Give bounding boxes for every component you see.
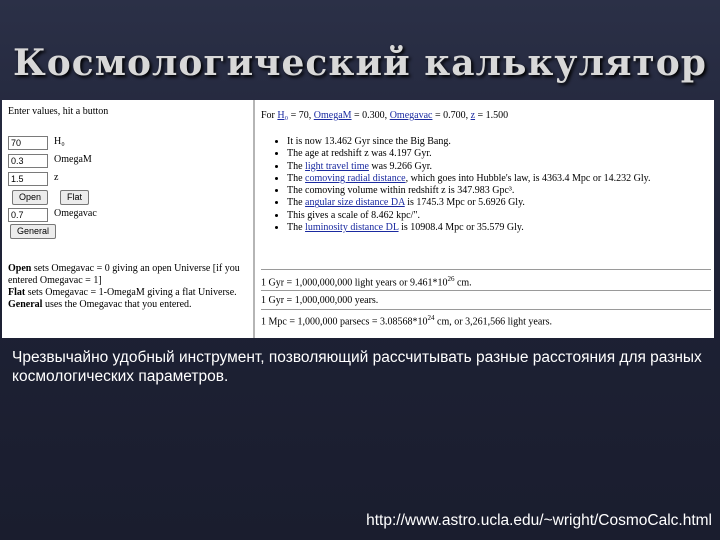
h0-input[interactable] (8, 136, 48, 150)
z-link[interactable]: z (470, 110, 476, 121)
omegavac-label: Omegavac (54, 208, 97, 219)
result-item: • The angular size distance DA is 1745.3 Mpc or 5.6926 Gly. (287, 197, 714, 209)
help-open-term: Open (8, 263, 32, 274)
result-item: • This gives a scale of 8.462 kpc/". (287, 210, 714, 222)
flat-button[interactable]: Flat (60, 190, 89, 205)
slide-title: Космологический калькулятор (13, 42, 707, 84)
omegavac-value: = 0.700, (432, 110, 471, 121)
result-item: • The comoving radial distance, which goes into Hubble's law, is 4363.4 Mpc or 14.232 Gly. (287, 173, 714, 185)
source-url[interactable]: http://www.astro.ucla.edu/~wright/CosmoCalc.html (366, 512, 712, 529)
input-panel (2, 100, 255, 338)
omegavac-link[interactable]: Omegavac (389, 110, 433, 121)
help-flat-term: Flat (8, 287, 26, 298)
divider (261, 290, 711, 291)
result-item: • The comoving volume within redshift z is 347.983 Gpc³. (287, 185, 714, 197)
help-general-text: uses the Omegavac that you entered. (42, 299, 192, 310)
comoving-radial-distance-link[interactable]: comoving radial distance (305, 172, 406, 184)
omegam-label: OmegaM (54, 154, 92, 165)
h0-label: H₀ (54, 136, 65, 147)
angular-size-distance-link[interactable]: angular size distance DA (305, 197, 405, 209)
omegam-value: = 0.300, (351, 110, 390, 121)
help-flat-text: sets Omegavac = 1-OmegaM giving a flat Universe. (25, 287, 237, 298)
result-item: • It is now 13.462 Gyr since the Big Bang. (287, 136, 714, 148)
conversion-gyr-years: 1 Gyr = 1,000,000,000 years. (261, 295, 379, 306)
input-prompt: Enter values, hit a button (8, 106, 109, 117)
luminosity-distance-link[interactable]: luminosity distance DL (305, 222, 399, 234)
help-general-term: General (8, 299, 43, 310)
results-list (273, 136, 714, 234)
omegavac-input[interactable] (8, 208, 48, 222)
result-item: • The luminosity distance DL is 10908.4 Mpc or 35.579 Gly. (287, 222, 714, 234)
result-item: • The age at redshift z was 4.197 Gyr. (287, 148, 714, 160)
z-label: z (54, 172, 59, 183)
h0-value: = 70, (288, 110, 314, 121)
divider (261, 269, 711, 270)
open-button[interactable]: Open (12, 190, 48, 205)
general-button[interactable]: General (10, 224, 56, 239)
z-value: = 1.500 (475, 110, 509, 121)
z-input[interactable] (8, 172, 48, 186)
result-item: • The light travel time was 9.266 Gyr. (287, 161, 714, 173)
slide-caption: Чрезвычайно удобный инструмент, позволяющий рассчитывать разные расстояния для разных космологических параметров. (12, 349, 702, 385)
omegam-input[interactable] (8, 154, 48, 168)
header-prefix: For (261, 110, 278, 121)
conversion-mpc: 1 Mpc = 1,000,000 $parsecs = 3.08568*10^{24}$ cm, or 3,261,566 light years. (261, 314, 553, 328)
help-open-text: sets Omegavac = 0 giving an open Universe [if you entered Omegavac = 1] (8, 263, 240, 286)
divider (261, 309, 711, 310)
help-text (8, 263, 246, 311)
calculator-screenshot (2, 100, 714, 338)
light-travel-time-link[interactable]: light travel time (305, 160, 369, 172)
omegam-link[interactable]: OmegaM (313, 110, 352, 121)
results-header (261, 110, 508, 121)
h0-link[interactable]: H₀ (277, 110, 289, 121)
results-panel (255, 100, 714, 338)
conversion-gyr-ly: 1 Gyr = 1,000,000,000 light years or $9.461*10^{26}$ cm. (261, 275, 472, 289)
